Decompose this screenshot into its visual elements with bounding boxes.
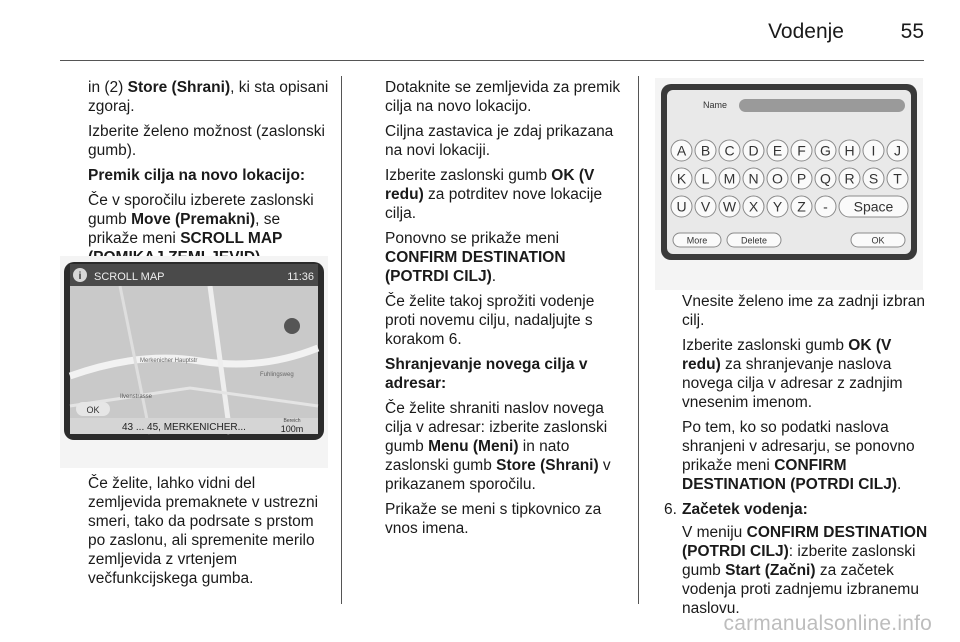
bold-text: OK (V redu) xyxy=(385,167,595,203)
screen-title: SCROLL MAP xyxy=(94,271,165,283)
key-p-label: P xyxy=(796,170,807,187)
bold-text: SCROLL MAP xyxy=(180,230,283,247)
key-q-label: Q xyxy=(820,170,831,187)
street-label: Ilvenstrasse xyxy=(120,394,153,400)
text: Po tem, ko so podatki naslova shranjeni v adresarju, se ponovno prikaže meni xyxy=(682,419,915,474)
paragraph xyxy=(682,336,932,412)
paragraph xyxy=(682,418,932,494)
text: za potrditev nove lokacije cilja. xyxy=(385,186,603,222)
page-number: 55 xyxy=(900,20,924,43)
street-label: Merkenicher Hauptstr xyxy=(140,358,198,364)
key-h-label: H xyxy=(844,142,855,159)
key-k-label: K xyxy=(676,170,687,187)
key-j-label: J xyxy=(894,142,901,159)
text: , se prikaže meni xyxy=(88,211,281,247)
street-label: Fuhlingsweg xyxy=(260,372,294,378)
key-v-label: V xyxy=(700,198,711,215)
paragraph: Prikaže se meni s tipkovnico za vnos imena. xyxy=(385,501,602,537)
paragraph: Če želite takoj sprožiti vodenje proti novemu cilju, nadaljujte s korakom 6. xyxy=(385,293,595,348)
text: , ki sta opisani zgoraj. xyxy=(88,79,329,115)
key-f-label: F xyxy=(797,142,806,159)
scale-value: 100m xyxy=(280,424,304,434)
text: v prikazanem sporočilu. xyxy=(385,457,611,493)
text: in (2) xyxy=(88,79,128,96)
paragraph: Vnesite želeno ime za zadnji izbran cilj. xyxy=(682,293,925,329)
bold-text: Shranjevanje novega cilja v adresar: xyxy=(385,356,588,392)
column-2 xyxy=(385,78,627,544)
paragraph xyxy=(88,78,330,116)
bold-text: OK (V redu) xyxy=(682,337,892,373)
key-c-label: C xyxy=(724,142,735,159)
paragraph xyxy=(385,399,627,494)
text: Izberite zaslonski gumb xyxy=(385,167,552,184)
list-number: 6. xyxy=(664,501,677,518)
key-w-label: W xyxy=(722,198,737,215)
address-text: 43 ... 45, MERKENICHER... xyxy=(122,422,246,433)
list-item xyxy=(664,500,932,519)
key-i-label: I xyxy=(871,142,876,159)
text: Če želite shraniti naslov novega cilja v adresar: izberite zaslonski gumb xyxy=(385,400,608,455)
bold-text: Store (Shrani) xyxy=(496,457,599,474)
scroll-map-screen xyxy=(60,256,328,468)
space-key-label: Space xyxy=(853,198,894,215)
key-b-label: B xyxy=(700,142,711,159)
key-z-label: Z xyxy=(797,198,806,215)
paragraph: Če želite, lahko vidni del zemljevida premaknete v ustrezni smeri, tako da podrsate s prstom po zaslonu, ali spremenite merilo zemljevida z vrtenjem večfunkcijskega gumba. xyxy=(88,475,319,587)
bold-text: CONFIRM DESTINATION (POTRDI CILJ) xyxy=(682,457,897,493)
key-o-label: O xyxy=(772,170,783,187)
name-input[interactable] xyxy=(739,99,905,112)
text: . xyxy=(491,268,497,285)
ok-button-label: OK xyxy=(871,235,885,246)
key-e-label: E xyxy=(772,142,783,159)
page-header-title: Vodenje xyxy=(768,20,844,43)
key-l-label: L xyxy=(701,170,710,187)
watermark: carmanualsonline.info xyxy=(723,612,932,635)
text: za začetek vodenja proti zadnjemu izbranemu naslovu. xyxy=(682,562,919,617)
keyboard-screen xyxy=(655,78,923,290)
bold-text: Move (Premakni) xyxy=(131,211,256,228)
bold-text: CONFIRM DESTINATION (POTRDI CILJ) xyxy=(385,249,566,285)
key-y-label: Y xyxy=(772,198,783,215)
paragraph: Dotaknite se zemljevida za premik cilja na novo lokacijo. xyxy=(385,79,621,115)
paragraph: Izberite želeno možnost (zaslonski gumb). xyxy=(88,123,325,159)
column-1-lower xyxy=(88,474,330,594)
column-1 xyxy=(88,78,330,273)
bold-text: Store (Shrani) xyxy=(127,79,231,96)
column-divider-2 xyxy=(638,76,639,604)
column-3 xyxy=(664,292,932,624)
key-g-label: G xyxy=(820,142,831,159)
bold-text: Premik cilja na novo lokacijo: xyxy=(88,167,306,184)
text: V meniju xyxy=(682,524,747,541)
list-item-title: Začetek vodenja: xyxy=(682,501,808,518)
scroll-map-figure xyxy=(60,256,328,468)
more-button-label: More xyxy=(686,235,708,246)
text: in nato zaslonski gumb xyxy=(385,438,570,474)
name-label: Name xyxy=(703,100,728,110)
bold-text: CONFIRM DESTINATION (POTRDI CILJ) xyxy=(682,524,928,560)
delete-button-label: Delete xyxy=(740,235,768,246)
text: . xyxy=(897,476,902,493)
key-u-label: U xyxy=(676,198,687,215)
bold-text: Menu (Meni) xyxy=(428,438,519,455)
key-d-label: D xyxy=(748,142,759,159)
ok-button-label: OK xyxy=(86,405,100,415)
text: : izberite zaslonski gumb xyxy=(682,543,916,579)
text: Izberite zaslonski gumb xyxy=(682,337,849,354)
key-hyphen-label: - xyxy=(823,198,828,215)
key-s-label: S xyxy=(868,170,879,187)
key-x-label: X xyxy=(748,198,759,215)
scale-label: Bereich xyxy=(283,418,301,424)
paragraph xyxy=(682,523,932,618)
header-rule xyxy=(60,60,924,61)
section-heading xyxy=(88,166,330,185)
key-a-label: A xyxy=(676,142,687,159)
compass-icon[interactable] xyxy=(284,318,300,334)
key-r-label: R xyxy=(844,170,855,187)
key-m-label: M xyxy=(723,170,736,187)
text: za shranjevanje naslova novega cilja v adresar z zadnjim vnesenim imenom. xyxy=(682,356,903,411)
paragraph xyxy=(385,229,627,286)
text: Ponovno se prikaže meni xyxy=(385,230,560,247)
key-t-label: T xyxy=(893,170,902,187)
keyboard-figure xyxy=(655,78,923,290)
svg-text:i: i xyxy=(78,271,82,282)
column-divider-1 xyxy=(341,76,342,604)
text: Če v sporočilu izberete zaslonski gumb xyxy=(88,192,314,228)
key-n-label: N xyxy=(748,170,759,187)
bold-text: Start (Začni) xyxy=(725,562,816,579)
paragraph xyxy=(385,166,627,223)
section-heading xyxy=(385,355,627,393)
paragraph: Ciljna zastavica je zdaj prikazana na novi lokaciji. xyxy=(385,123,614,159)
screen-time: 11:36 xyxy=(287,271,314,283)
